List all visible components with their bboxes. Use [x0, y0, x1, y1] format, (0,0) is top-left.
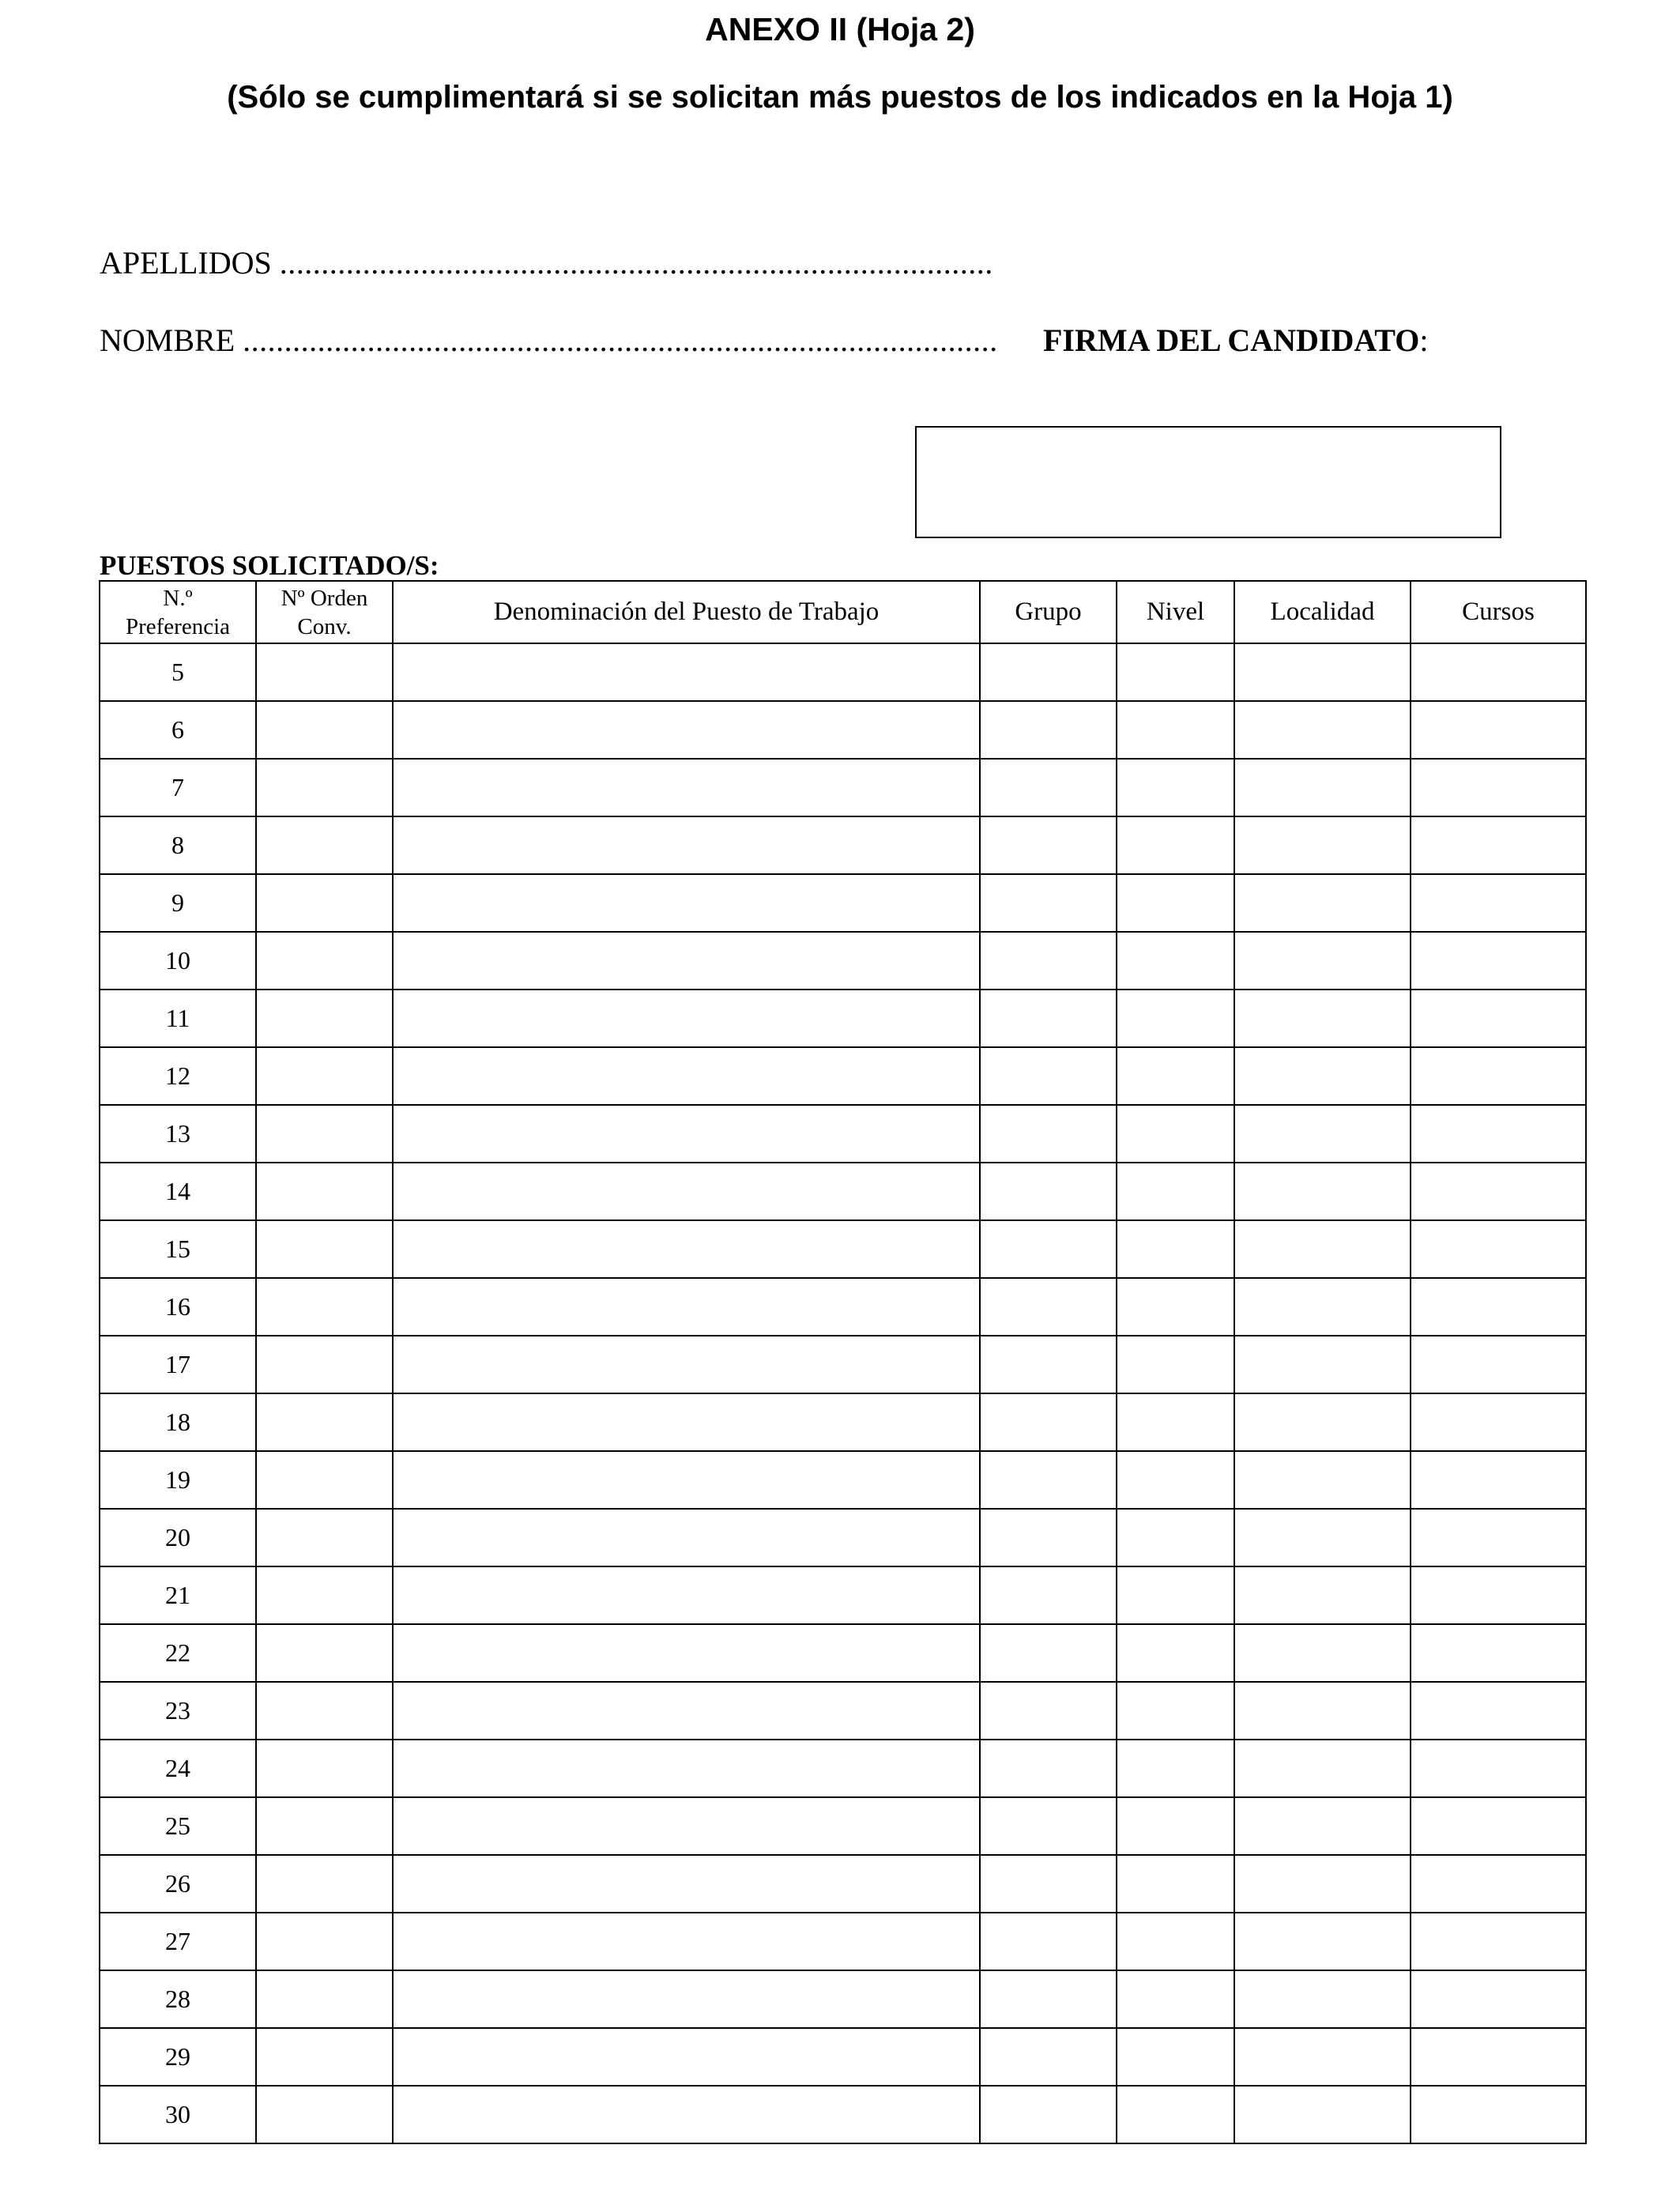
- row-preferencia-number: 5: [100, 643, 256, 701]
- cell-grupo[interactable]: [980, 1336, 1117, 1393]
- table-row: [100, 701, 1586, 759]
- cell-localidad[interactable]: [1234, 1913, 1411, 1970]
- header-orden-line2: Conv.: [297, 613, 352, 639]
- cell-grupo[interactable]: [980, 1797, 1117, 1855]
- cell-orden[interactable]: [256, 1855, 393, 1913]
- cell-orden[interactable]: [256, 1336, 393, 1393]
- cell-denominacion[interactable]: [393, 1105, 980, 1163]
- table-row: [100, 990, 1586, 1047]
- cell-denominacion[interactable]: [393, 1047, 980, 1105]
- cell-denominacion[interactable]: [393, 1220, 980, 1278]
- cell-nivel[interactable]: [1117, 1393, 1234, 1451]
- table-row: [100, 1913, 1586, 1970]
- cell-cursos[interactable]: [1411, 2028, 1586, 2086]
- header-preferencia-line1: N.º: [163, 585, 193, 611]
- cell-denominacion[interactable]: [393, 1797, 980, 1855]
- cell-orden[interactable]: [256, 932, 393, 990]
- cell-nivel[interactable]: [1117, 759, 1234, 816]
- cell-nivel[interactable]: [1117, 1970, 1234, 2028]
- row-preferencia-number: 12: [100, 1047, 256, 1105]
- nombre-label: NOMBRE: [100, 322, 235, 358]
- row-preferencia-number: 8: [100, 816, 256, 874]
- cell-denominacion[interactable]: [393, 1336, 980, 1393]
- cell-localidad[interactable]: [1234, 990, 1411, 1047]
- cell-nivel[interactable]: [1117, 1163, 1234, 1220]
- cell-grupo[interactable]: [980, 1105, 1117, 1163]
- cell-grupo[interactable]: [980, 816, 1117, 874]
- cell-grupo[interactable]: [980, 701, 1117, 759]
- cell-localidad[interactable]: [1234, 2086, 1411, 2143]
- cell-orden[interactable]: [256, 816, 393, 874]
- cell-cursos[interactable]: [1411, 1855, 1586, 1913]
- table-row: [100, 1451, 1586, 1509]
- cell-cursos[interactable]: [1411, 874, 1586, 932]
- cell-grupo[interactable]: [980, 1970, 1117, 2028]
- page-subtitle: (Sólo se cumplimentará si se solicitan más puestos de los indicados en la Hoja 1): [227, 80, 1453, 115]
- cell-localidad[interactable]: [1234, 1278, 1411, 1336]
- row-preferencia-number: 18: [100, 1393, 256, 1451]
- table-row: [100, 1740, 1586, 1797]
- cell-cursos[interactable]: [1411, 643, 1586, 701]
- cell-grupo[interactable]: [980, 932, 1117, 990]
- cell-nivel[interactable]: [1117, 1913, 1234, 1970]
- cell-grupo[interactable]: [980, 1566, 1117, 1624]
- cell-orden[interactable]: [256, 1913, 393, 1970]
- cell-cursos[interactable]: [1411, 759, 1586, 816]
- row-preferencia-number: 21: [100, 1566, 256, 1624]
- row-preferencia-number: 16: [100, 1278, 256, 1336]
- cell-nivel[interactable]: [1117, 1624, 1234, 1682]
- row-preferencia-number: 29: [100, 2028, 256, 2086]
- cell-grupo[interactable]: [980, 2086, 1117, 2143]
- cell-denominacion[interactable]: [393, 1855, 980, 1913]
- cell-nivel[interactable]: [1117, 874, 1234, 932]
- cell-cursos[interactable]: [1411, 1105, 1586, 1163]
- cell-orden[interactable]: [256, 1797, 393, 1855]
- table-body: [100, 643, 1586, 2143]
- cell-cursos[interactable]: [1411, 1797, 1586, 1855]
- header-orden: [256, 581, 393, 643]
- row-preferencia-number: 14: [100, 1163, 256, 1220]
- cell-localidad[interactable]: [1234, 1451, 1411, 1509]
- cell-orden[interactable]: [256, 1220, 393, 1278]
- table-row: [100, 816, 1586, 874]
- cell-grupo[interactable]: [980, 1624, 1117, 1682]
- cell-localidad[interactable]: [1234, 874, 1411, 932]
- cell-nivel[interactable]: [1117, 701, 1234, 759]
- cell-cursos[interactable]: [1411, 932, 1586, 990]
- cell-nivel[interactable]: [1117, 2086, 1234, 2143]
- cell-cursos[interactable]: [1411, 1047, 1586, 1105]
- row-preferencia-number: 22: [100, 1624, 256, 1682]
- firma-label: FIRMA DEL CANDIDATO: [1043, 322, 1420, 358]
- table-row: [100, 643, 1586, 701]
- cell-nivel[interactable]: [1117, 932, 1234, 990]
- cell-grupo[interactable]: [980, 643, 1117, 701]
- cell-denominacion[interactable]: [393, 701, 980, 759]
- cell-nivel[interactable]: [1117, 2028, 1234, 2086]
- cell-grupo[interactable]: [980, 1682, 1117, 1740]
- apellidos-label: APELLIDOS: [100, 245, 272, 281]
- table-row: [100, 1682, 1586, 1740]
- cell-localidad[interactable]: [1234, 1797, 1411, 1855]
- cell-grupo[interactable]: [980, 1163, 1117, 1220]
- cell-nivel[interactable]: [1117, 990, 1234, 1047]
- page-title: ANEXO II (Hoja 2): [705, 11, 975, 47]
- cell-orden[interactable]: [256, 2086, 393, 2143]
- cell-orden[interactable]: [256, 643, 393, 701]
- signature-box[interactable]: [915, 426, 1501, 538]
- cell-denominacion[interactable]: [393, 874, 980, 932]
- cell-cursos[interactable]: [1411, 1393, 1586, 1451]
- row-preferencia-number: 7: [100, 759, 256, 816]
- firma-colon: :: [1419, 322, 1429, 358]
- cell-denominacion[interactable]: [393, 990, 980, 1047]
- row-preferencia-number: 26: [100, 1855, 256, 1913]
- cell-grupo[interactable]: [980, 2028, 1117, 2086]
- cell-denominacion[interactable]: [393, 1163, 980, 1220]
- cell-cursos[interactable]: [1411, 1336, 1586, 1393]
- cell-nivel[interactable]: [1117, 643, 1234, 701]
- cell-orden[interactable]: [256, 1682, 393, 1740]
- row-preferencia-number: 19: [100, 1451, 256, 1509]
- row-preferencia-number: 28: [100, 1970, 256, 2028]
- cell-cursos[interactable]: [1411, 701, 1586, 759]
- table-row: [100, 1163, 1586, 1220]
- cell-grupo[interactable]: [980, 1913, 1117, 1970]
- table-row: [100, 1105, 1586, 1163]
- cell-localidad[interactable]: [1234, 1220, 1411, 1278]
- row-preferencia-number: 9: [100, 874, 256, 932]
- cell-localidad[interactable]: [1234, 1393, 1411, 1451]
- cell-nivel[interactable]: [1117, 1797, 1234, 1855]
- cell-nivel[interactable]: [1117, 1105, 1234, 1163]
- cell-orden[interactable]: [256, 1740, 393, 1797]
- cell-nivel[interactable]: [1117, 1682, 1234, 1740]
- cell-localidad[interactable]: [1234, 1855, 1411, 1913]
- cell-cursos[interactable]: [1411, 1913, 1586, 1970]
- table-row: [100, 1336, 1586, 1393]
- cell-nivel[interactable]: [1117, 1509, 1234, 1566]
- cell-grupo[interactable]: [980, 1278, 1117, 1336]
- cell-denominacion[interactable]: [393, 816, 980, 874]
- cell-localidad[interactable]: [1234, 1566, 1411, 1624]
- cell-cursos[interactable]: [1411, 2086, 1586, 2143]
- header-denominacion: Denominación del Puesto de Trabajo: [393, 581, 980, 643]
- cell-orden[interactable]: [256, 1566, 393, 1624]
- cell-cursos[interactable]: [1411, 1451, 1586, 1509]
- cell-orden[interactable]: [256, 1624, 393, 1682]
- cell-denominacion[interactable]: [393, 1970, 980, 2028]
- table-row: [100, 2086, 1586, 2143]
- section-label: PUESTOS SOLICITADO/S:: [100, 550, 439, 581]
- cell-orden[interactable]: [256, 1451, 393, 1509]
- cell-nivel[interactable]: [1117, 1740, 1234, 1797]
- cell-grupo[interactable]: [980, 1740, 1117, 1797]
- row-preferencia-number: 24: [100, 1740, 256, 1797]
- apellidos-field[interactable]: [100, 243, 993, 283]
- row-preferencia-number: 6: [100, 701, 256, 759]
- nombre-dotted-line: ...........................................................................................: [243, 322, 998, 358]
- cell-orden[interactable]: [256, 1278, 393, 1336]
- table-row: [100, 1393, 1586, 1451]
- cell-denominacion[interactable]: [393, 1278, 980, 1336]
- table-row: [100, 874, 1586, 932]
- cell-localidad[interactable]: [1234, 643, 1411, 701]
- cell-grupo[interactable]: [980, 1220, 1117, 1278]
- cell-localidad[interactable]: [1234, 1105, 1411, 1163]
- cell-localidad[interactable]: [1234, 1740, 1411, 1797]
- cell-localidad[interactable]: [1234, 1970, 1411, 2028]
- row-preferencia-number: 10: [100, 932, 256, 990]
- header-localidad: Localidad: [1234, 581, 1411, 643]
- cell-denominacion[interactable]: [393, 759, 980, 816]
- header-orden-line1: Nº Orden: [281, 585, 368, 611]
- cell-nivel[interactable]: [1117, 1566, 1234, 1624]
- table-row: [100, 1855, 1586, 1913]
- puestos-table: [99, 580, 1587, 2144]
- row-preferencia-number: 20: [100, 1509, 256, 1566]
- cell-orden[interactable]: [256, 1047, 393, 1105]
- cell-localidad[interactable]: [1234, 1047, 1411, 1105]
- cell-cursos[interactable]: [1411, 1624, 1586, 1682]
- cell-grupo[interactable]: [980, 874, 1117, 932]
- cell-denominacion[interactable]: [393, 1913, 980, 1970]
- cell-cursos[interactable]: [1411, 1220, 1586, 1278]
- table-row: [100, 1220, 1586, 1278]
- cell-cursos[interactable]: [1411, 990, 1586, 1047]
- cell-localidad[interactable]: [1234, 1624, 1411, 1682]
- cell-cursos[interactable]: [1411, 1740, 1586, 1797]
- table-row: [100, 1566, 1586, 1624]
- cell-cursos[interactable]: [1411, 1278, 1586, 1336]
- cell-orden[interactable]: [256, 1509, 393, 1566]
- cell-grupo[interactable]: [980, 1509, 1117, 1566]
- row-preferencia-number: 23: [100, 1682, 256, 1740]
- cell-grupo[interactable]: [980, 759, 1117, 816]
- cell-denominacion[interactable]: [393, 1566, 980, 1624]
- table-row: [100, 1797, 1586, 1855]
- cell-localidad[interactable]: [1234, 759, 1411, 816]
- header-preferencia: [100, 581, 256, 643]
- row-preferencia-number: 15: [100, 1220, 256, 1278]
- cell-grupo[interactable]: [980, 1393, 1117, 1451]
- cell-nivel[interactable]: [1117, 1336, 1234, 1393]
- row-preferencia-number: 17: [100, 1336, 256, 1393]
- table-row: [100, 1509, 1586, 1566]
- cell-denominacion[interactable]: [393, 2028, 980, 2086]
- cell-denominacion[interactable]: [393, 2086, 980, 2143]
- apellidos-dotted-line: ......................................................................................: [279, 245, 993, 281]
- row-preferencia-number: 30: [100, 2086, 256, 2143]
- cell-grupo[interactable]: [980, 990, 1117, 1047]
- table-row: [100, 932, 1586, 990]
- cell-denominacion[interactable]: [393, 1740, 980, 1797]
- table-row: [100, 1624, 1586, 1682]
- table-row: [100, 1278, 1586, 1336]
- cell-denominacion[interactable]: [393, 1509, 980, 1566]
- cell-nivel[interactable]: [1117, 1451, 1234, 1509]
- cell-localidad[interactable]: [1234, 2028, 1411, 2086]
- cell-orden[interactable]: [256, 990, 393, 1047]
- cell-localidad[interactable]: [1234, 932, 1411, 990]
- header-cursos: Cursos: [1411, 581, 1586, 643]
- cell-localidad[interactable]: [1234, 701, 1411, 759]
- cell-orden[interactable]: [256, 874, 393, 932]
- cell-grupo[interactable]: [980, 1855, 1117, 1913]
- cell-denominacion[interactable]: [393, 643, 980, 701]
- row-preferencia-number: 11: [100, 990, 256, 1047]
- header-nivel: Nivel: [1117, 581, 1234, 643]
- cell-localidad[interactable]: [1234, 1682, 1411, 1740]
- nombre-field[interactable]: [100, 321, 998, 360]
- cell-orden[interactable]: [256, 1105, 393, 1163]
- cell-cursos[interactable]: [1411, 1163, 1586, 1220]
- cell-localidad[interactable]: [1234, 1163, 1411, 1220]
- cell-cursos[interactable]: [1411, 1566, 1586, 1624]
- cell-grupo[interactable]: [980, 1451, 1117, 1509]
- row-preferencia-number: 27: [100, 1913, 256, 1970]
- cell-orden[interactable]: [256, 1970, 393, 2028]
- cell-orden[interactable]: [256, 1163, 393, 1220]
- table-row: [100, 1970, 1586, 2028]
- cell-nivel[interactable]: [1117, 1047, 1234, 1105]
- cell-denominacion[interactable]: [393, 1393, 980, 1451]
- row-preferencia-number: 25: [100, 1797, 256, 1855]
- cell-denominacion[interactable]: [393, 1624, 980, 1682]
- cell-orden[interactable]: [256, 701, 393, 759]
- cell-grupo[interactable]: [980, 1047, 1117, 1105]
- header-preferencia-line2: Preferencia: [125, 613, 230, 639]
- cell-orden[interactable]: [256, 1393, 393, 1451]
- cell-cursos[interactable]: [1411, 816, 1586, 874]
- cell-cursos[interactable]: [1411, 1509, 1586, 1566]
- cell-localidad[interactable]: [1234, 1509, 1411, 1566]
- cell-orden[interactable]: [256, 2028, 393, 2086]
- cell-denominacion[interactable]: [393, 1451, 980, 1509]
- cell-localidad[interactable]: [1234, 1336, 1411, 1393]
- table-row: [100, 2028, 1586, 2086]
- table-row: [100, 1047, 1586, 1105]
- cell-nivel[interactable]: [1117, 816, 1234, 874]
- table-header-row: [100, 581, 1586, 643]
- cell-nivel[interactable]: [1117, 1855, 1234, 1913]
- cell-denominacion[interactable]: [393, 1682, 980, 1740]
- cell-nivel[interactable]: [1117, 1220, 1234, 1278]
- firma-heading: [1043, 321, 1428, 360]
- cell-localidad[interactable]: [1234, 816, 1411, 874]
- cell-denominacion[interactable]: [393, 932, 980, 990]
- cell-nivel[interactable]: [1117, 1278, 1234, 1336]
- cell-cursos[interactable]: [1411, 1970, 1586, 2028]
- header-grupo: Grupo: [980, 581, 1117, 643]
- cell-cursos[interactable]: [1411, 1682, 1586, 1740]
- row-preferencia-number: 13: [100, 1105, 256, 1163]
- table-row: [100, 759, 1586, 816]
- cell-orden[interactable]: [256, 759, 393, 816]
